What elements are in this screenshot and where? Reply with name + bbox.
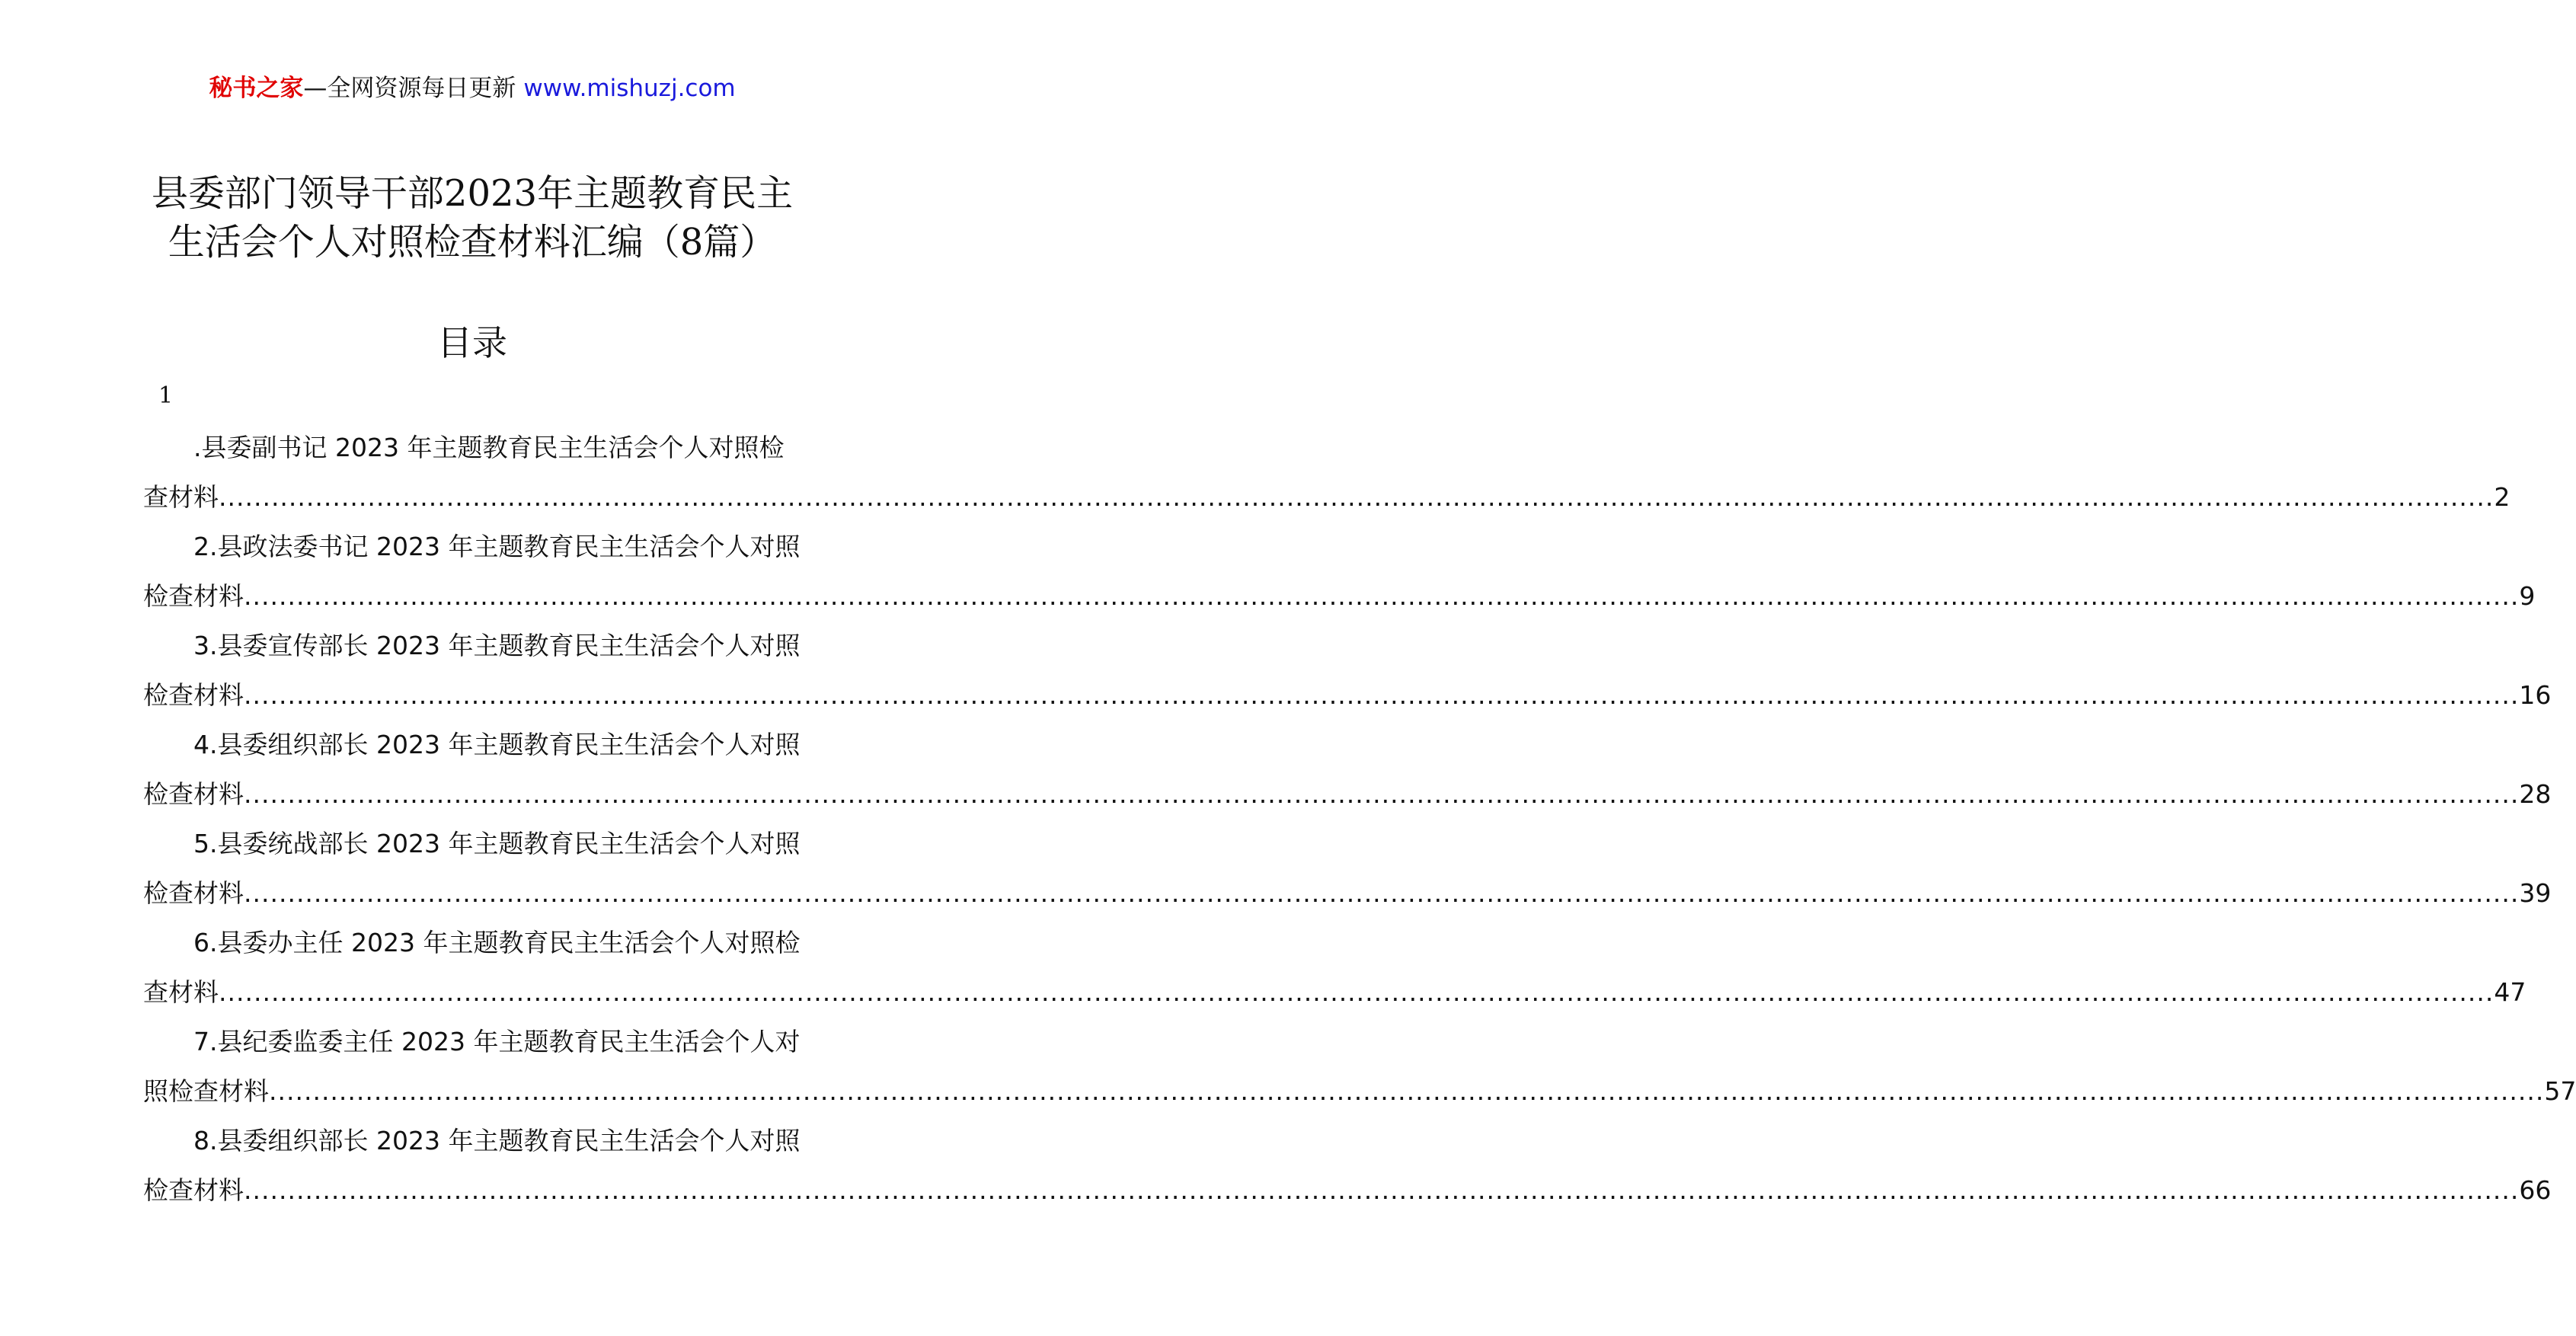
- toc-page-number: 28: [2519, 779, 2552, 809]
- toc-dot-leader: ....................................................................................................................................................................................................................................................................: [219, 482, 2495, 512]
- toc-entry-title: 6.县委办主任 2023 年主题教育民主生活会个人对照检: [193, 928, 801, 957]
- toc-entry-tail: 检查材料: [143, 680, 244, 710]
- brand-name: 秘书之家: [209, 75, 304, 102]
- site-url-link[interactable]: www.mishuzj.com: [523, 75, 736, 102]
- toc-entry[interactable]: [143, 423, 2510, 523]
- toc-dot-leader: ....................................................................................................................................................................................................................................................................: [219, 977, 2495, 1007]
- toc-page-number: 39: [2519, 878, 2552, 908]
- site-slogan: —全网资源每日更新: [303, 75, 516, 102]
- toc-entry-continuation: [143, 571, 2536, 622]
- toc-entry-tail: 查材料: [143, 977, 219, 1007]
- site-header: [0, 73, 944, 104]
- toc-page-number: 16: [2519, 680, 2552, 710]
- toc-entry-title: 2.县政法委书记 2023 年主题教育民主生活会个人对照: [193, 532, 801, 561]
- toc-dot-leader: ....................................................................................................................................................................................................................................................................: [244, 779, 2520, 809]
- toc-number: 1: [158, 382, 174, 409]
- toc-entry-continuation: [143, 769, 2552, 820]
- toc-entry-continuation: [143, 1066, 2576, 1117]
- toc-entry-title: .县委副书记 2023 年主题教育民主生活会个人对照检: [193, 433, 785, 462]
- toc-page-number: 57: [2544, 1076, 2576, 1106]
- toc-page-number: 2: [2494, 482, 2510, 512]
- toc-entry-continuation: [143, 868, 2552, 919]
- toc-entry[interactable]: [143, 919, 2526, 1018]
- toc-page-number: 66: [2519, 1175, 2552, 1205]
- toc-dot-leader: ....................................................................................................................................................................................................................................................................: [244, 680, 2520, 710]
- toc-page-number: 47: [2494, 977, 2526, 1007]
- toc-entry-tail: 检查材料: [143, 878, 244, 908]
- title-line-1: 县委部门领导干部2023年主题教育民主: [151, 172, 794, 215]
- toc-entry[interactable]: [143, 523, 2536, 622]
- toc-entry[interactable]: [143, 1117, 2552, 1216]
- toc-entry-title: 5.县委统战部长 2023 年主题教育民主生活会个人对照: [193, 829, 801, 858]
- toc-entry-title: 8.县委组织部长 2023 年主题教育民主生活会个人对照: [193, 1126, 801, 1155]
- toc-dot-leader: ....................................................................................................................................................................................................................................................................: [244, 878, 2520, 908]
- toc-entry-continuation: [143, 967, 2526, 1018]
- toc-entry-continuation: [143, 472, 2510, 523]
- toc-entry-title: 4.县委组织部长 2023 年主题教育民主生活会个人对照: [193, 730, 801, 759]
- toc-entry[interactable]: [143, 721, 2552, 820]
- toc-dot-leader: ....................................................................................................................................................................................................................................................................: [244, 581, 2520, 611]
- toc-page-number: 9: [2519, 581, 2536, 611]
- title-line-2: 生活会个人对照检查材料汇编（8篇）: [168, 221, 777, 264]
- toc-entry[interactable]: [143, 820, 2552, 919]
- toc-entry[interactable]: [143, 622, 2552, 721]
- toc-entry-tail: 照检查材料: [143, 1076, 269, 1106]
- toc-entry-title: 7.县纪委监委主任 2023 年主题教育民主生活会个人对: [193, 1027, 801, 1056]
- toc-entry-tail: 检查材料: [143, 581, 244, 611]
- toc-heading: 目录: [437, 322, 507, 363]
- toc-dot-leader: ....................................................................................................................................................................................................................................................................: [269, 1076, 2545, 1106]
- toc-entry-tail: 查材料: [143, 482, 219, 512]
- document-title: [0, 169, 944, 267]
- toc-dot-leader: ....................................................................................................................................................................................................................................................................: [244, 1175, 2520, 1205]
- toc-entry-continuation: [143, 670, 2552, 721]
- table-of-contents: [143, 423, 2576, 1216]
- toc-entry-tail: 检查材料: [143, 1175, 244, 1205]
- toc-entry-title: 3.县委宣传部长 2023 年主题教育民主生活会个人对照: [193, 631, 801, 660]
- toc-entry-tail: 检查材料: [143, 779, 244, 809]
- toc-entry-continuation: [143, 1165, 2552, 1216]
- toc-entry[interactable]: [143, 1018, 2576, 1117]
